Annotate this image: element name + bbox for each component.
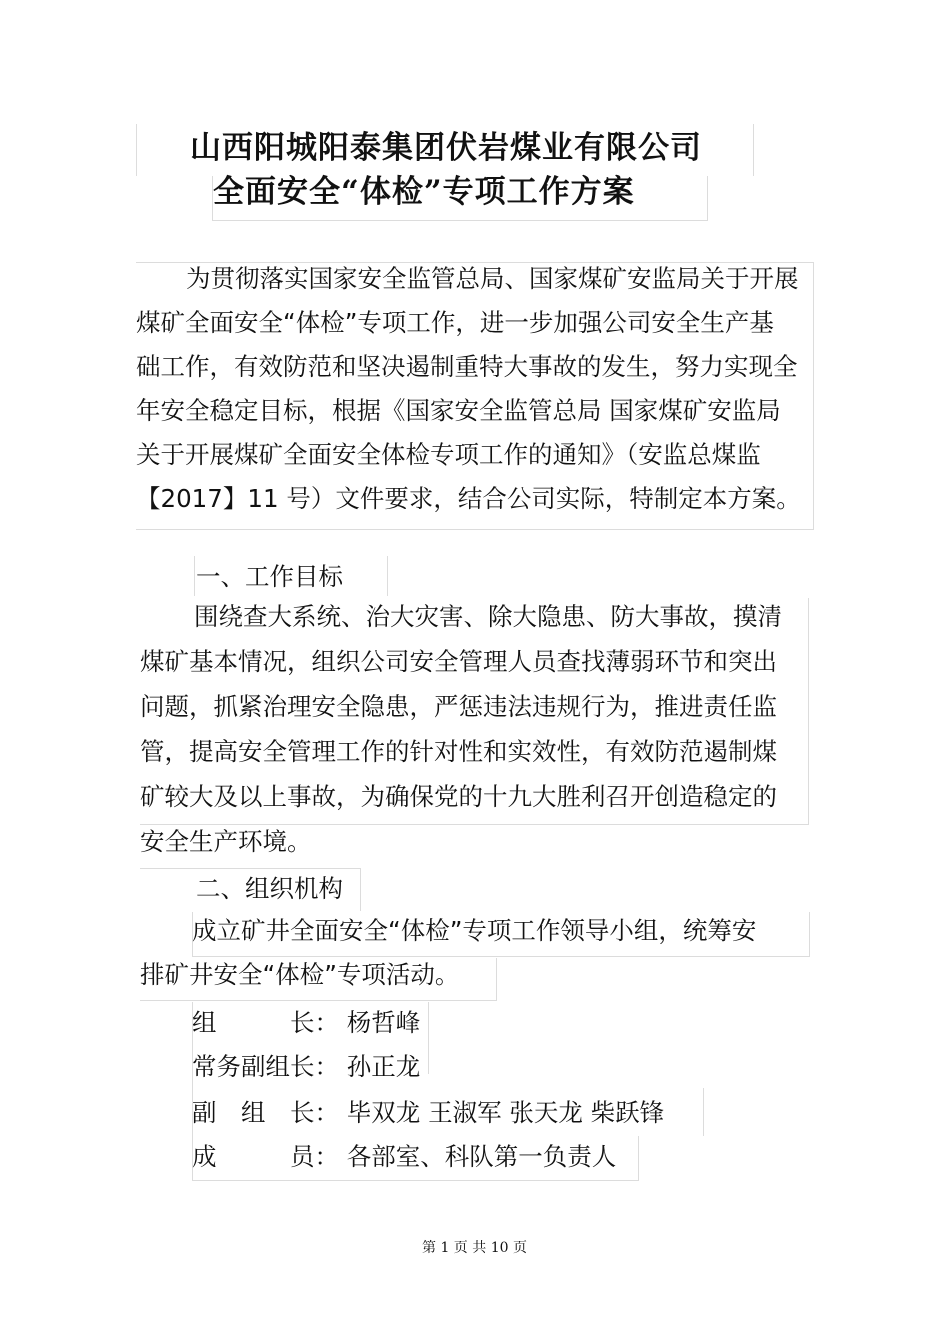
section2-heading: 二、组织机构 (196, 874, 343, 903)
section1-heading: 一、工作目标 (196, 562, 343, 591)
intro-line-6: 【2017】11 号）文件要求，结合公司实际，特制定本方案。 (136, 484, 801, 513)
intro-line-2: 煤矿全面安全“体检”专项工作，进一步加强公司安全生产基 (136, 308, 774, 337)
member-row-deputy (192, 1094, 664, 1129)
intro-line-3: 础工作，有效防范和坚决遏制重特大事故的发生，努力实现全 (136, 352, 798, 381)
member-names: 毕双龙 王淑军 张天龙 柴跃锋 (346, 1098, 665, 1127)
document-title-line-2: 全面安全“体检”专项工作方案 (213, 174, 635, 210)
member-row-members (192, 1138, 616, 1173)
members-frame-right-b (703, 1088, 704, 1136)
members-frame-right-c (638, 1136, 639, 1180)
section2-line-1: 成立矿井全面安全“体检”专项工作领导小组，统筹安 (192, 916, 757, 945)
member-names: 孙正龙 (346, 1052, 421, 1081)
member-role: 成 员： (192, 1142, 339, 1171)
member-role: 常务副组长： (192, 1052, 339, 1081)
member-role: 组 长： (192, 1008, 339, 1037)
section1-line-2: 煤矿基本情况，组织公司安全管理人员查找薄弱环节和突出 (140, 647, 777, 676)
section1-line-6: 安全生产环境。 (140, 827, 312, 856)
intro-line-1: 为贯彻落实国家安全监管总局、国家煤矿安监局关于开展 (186, 264, 799, 293)
document-title-line-1: 山西阳城阳泰集团伏岩煤业有限公司 (190, 130, 702, 166)
page-footer: 第 1 页 共 10 页 (422, 1240, 527, 1256)
member-row-executive-deputy (192, 1048, 420, 1083)
member-names: 杨哲峰 (346, 1008, 421, 1037)
section1-line-4: 管，提高安全管理工作的针对性和实效性，有效防范遏制煤 (140, 737, 777, 766)
member-row-leader (192, 1004, 420, 1039)
member-role: 副 组 长： (192, 1098, 339, 1127)
section2-line-2: 排矿井安全“体检”专项活动。 (140, 960, 460, 989)
member-names: 各部室、科队第一负责人 (346, 1142, 617, 1171)
intro-line-4: 年安全稳定目标，根据《国家安全监管总局 国家煤矿安监局 (136, 396, 781, 425)
section1-line-1: 围绕查大系统、治大灾害、除大隐患、防大事故，摸清 (194, 602, 782, 631)
intro-line-5: 关于开展煤矿全面安全体检专项工作的通知》（安监总煤监 (136, 440, 761, 469)
members-frame-right-a (428, 1002, 429, 1074)
section1-line-3: 问题，抓紧治理安全隐患，严惩违法违规行为，推进责任监 (140, 692, 777, 721)
section1-line-5: 矿较大及以上事故，为确保党的十九大胜利召开创造稳定的 (140, 782, 777, 811)
